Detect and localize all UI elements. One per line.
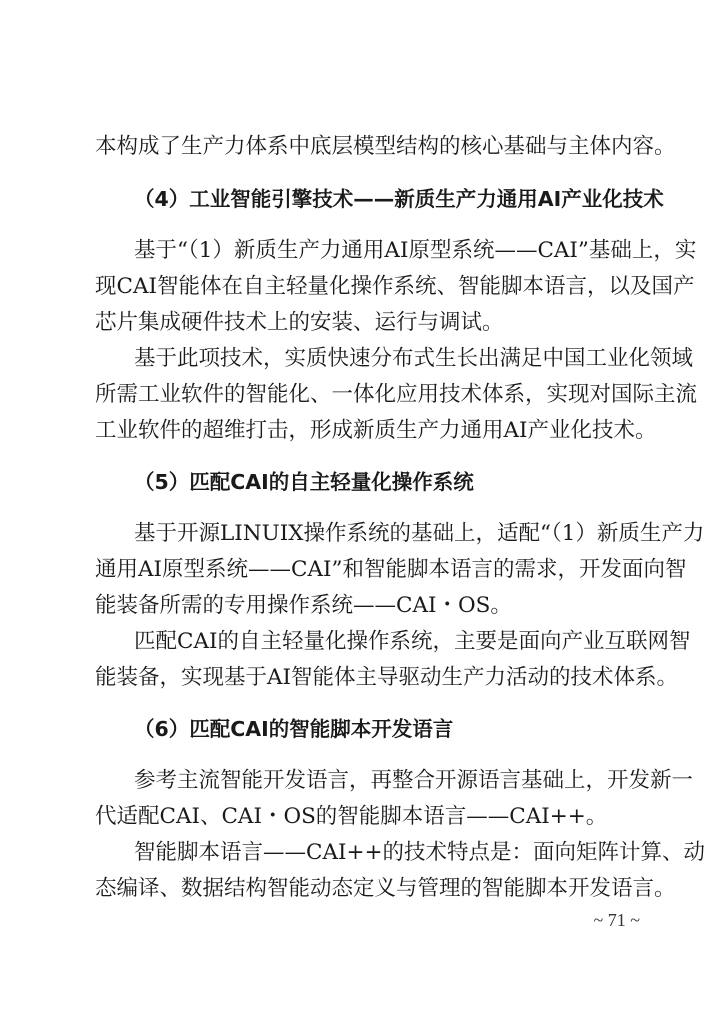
section-6-paragraph-2-line-1: 智能脚本语言——CAI++的技术特点是：面向矩阵计算、动 (134, 840, 706, 865)
section-4-paragraph-1-line-3: 芯片集成硬件技术上的安装、运行与调试。 (95, 310, 504, 335)
section-4-paragraph-1-line-2: 现CAI智能体在自主轻量化操作系统、智能脚本语言，以及国产 (95, 274, 695, 299)
section-4-heading: （4）工业智能引擎技术——新质生产力通用AI产业化技术 (134, 187, 664, 211)
section-5-paragraph-2-line-2: 能装备，实现基于AI智能体主导驱动生产力活动的技术体系。 (95, 665, 679, 690)
section-4-paragraph-2-line-1: 基于此项技术，实质快速分布式生长出满足中国工业化领域 (134, 346, 694, 371)
section-4-paragraph-2-line-3: 工业软件的超维打击，形成新质生产力通用AI产业化技术。 (95, 418, 657, 443)
section-5-heading: （5）匹配CAI的自主轻量化操作系统 (134, 470, 474, 494)
section-6-paragraph-2-line-2: 态编译、数据结构智能动态定义与管理的智能脚本开发语言。 (95, 876, 676, 901)
section-6-heading: （6）匹配CAI的智能脚本开发语言 (134, 717, 454, 741)
paragraph-intro-line-1: 本构成了生产力体系中底层模型结构的核心基础与主体内容。 (95, 134, 676, 159)
section-5-paragraph-1-line-2: 通用AI原型系统——CAI”和智能脚本语言的需求，开发面向智 (95, 557, 687, 582)
section-5-paragraph-1-line-1: 基于开源LINUIX操作系统的基础上，适配“（1）新质生产力 (134, 521, 705, 546)
section-4-paragraph-1-line-1: 基于“（1）新质生产力通用AI原型系统——CAI”基础上，实 (134, 238, 697, 263)
section-5-paragraph-1-line-3: 能装备所需的专用操作系统——CAI・OS。 (95, 593, 512, 618)
section-6-paragraph-1-line-1: 参考主流智能开发语言，再整合开源语言基础上，开发新一 (134, 768, 694, 793)
section-6-paragraph-1-line-2: 代适配CAI、CAI・OS的智能脚本语言——CAI++。 (95, 804, 608, 829)
section-4-paragraph-2-line-2: 所需工业软件的智能化、一体化应用技术体系，实现对国际主流 (95, 382, 698, 407)
page-number: ~ 71 ~ (593, 910, 640, 930)
section-5-paragraph-2-line-1: 匹配CAI的自主轻量化操作系统，主要是面向产业互联网智 (134, 629, 691, 654)
